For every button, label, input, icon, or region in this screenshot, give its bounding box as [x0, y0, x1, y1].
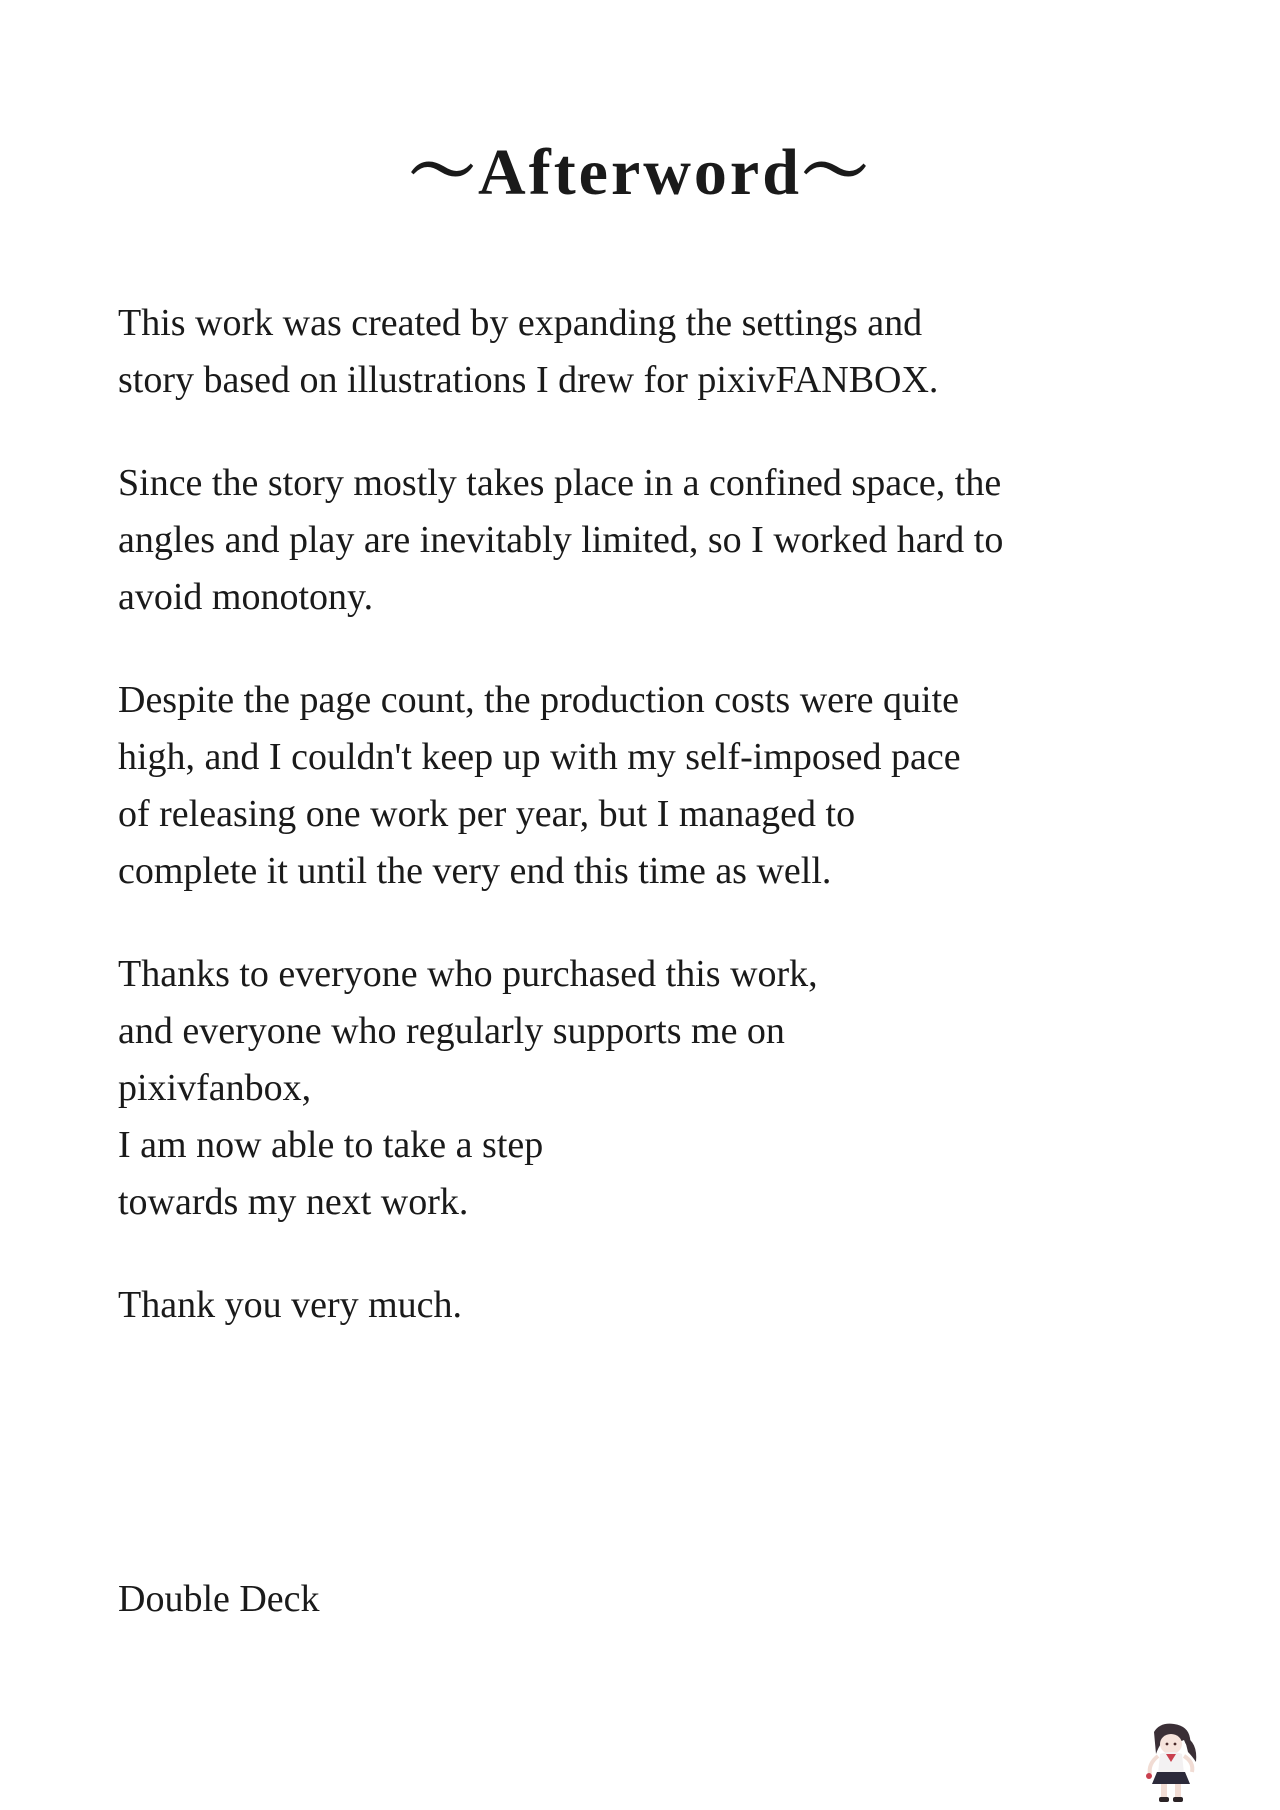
paragraph-3 — [118, 672, 1208, 900]
paragraph-2 — [118, 455, 1208, 626]
text-line: towards my next work. — [118, 1181, 469, 1223]
page-title: ～Afterword～ — [409, 136, 871, 209]
paragraph-5 — [118, 1277, 1208, 1334]
text-line: high, and I couldn't keep up with my self-imposed pace — [118, 736, 961, 778]
text-line: Despite the page count, the production costs were quite — [118, 679, 960, 721]
afterword-body — [118, 295, 1208, 1334]
text-line: I am now able to take a step — [118, 1124, 544, 1166]
text-line: of releasing one work per year, but I managed to — [118, 793, 856, 835]
text-line: and everyone who regularly supports me on — [118, 1010, 785, 1052]
text-line: Thanks to everyone who purchased this work, — [118, 953, 818, 995]
text-line: pixivfanbox, — [118, 1067, 312, 1109]
text-line: Since the story mostly takes place in a confined space, the — [118, 462, 1002, 504]
author-signature: Double Deck — [118, 1578, 320, 1620]
text-line: story based on illustrations I drew for pixivFANBOX. — [118, 359, 939, 401]
text-line: avoid monotony. — [118, 576, 374, 618]
paragraph-1 — [118, 295, 1208, 409]
text-line: complete it until the very end this time as well. — [118, 850, 832, 892]
character-mascot-icon — [1140, 1722, 1204, 1804]
text-line: Thank you very much. — [118, 1284, 463, 1326]
text-line: angles and play are inevitably limited, so I worked hard to — [118, 519, 1004, 561]
paragraph-4 — [118, 946, 1208, 1231]
text-line: This work was created by expanding the settings and — [118, 302, 923, 344]
